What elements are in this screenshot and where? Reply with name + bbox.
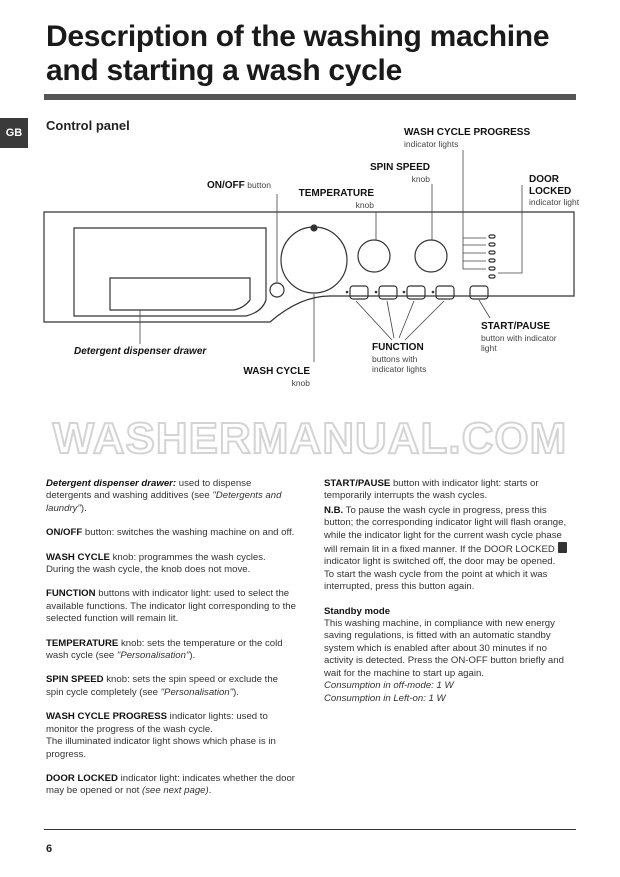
label-onoff: ON/OFF button xyxy=(207,180,271,191)
label-wash-cycle-progress: WASH CYCLE PROGRESS indicator lights xyxy=(404,127,531,149)
desc-wash-cycle: WASH CYCLE knob: programmes the wash cycles. During the wash cycle, the knob does not move. xyxy=(46,551,266,576)
progress-indicator-lights xyxy=(489,235,495,278)
function-button-1 xyxy=(350,286,368,299)
drawer-handle xyxy=(110,278,250,310)
left-column xyxy=(46,478,296,810)
function-button-4 xyxy=(436,286,454,299)
label-spin-speed: SPIN SPEED knob xyxy=(369,162,430,184)
label-detergent-drawer: Detergent dispenser drawer xyxy=(74,346,207,357)
desc-start-pause: START/PAUSE button with indicator light: starts or temporarily interrupts the wash cycles. xyxy=(324,478,539,502)
desc-nb: N.B. To pause the wash cycle in progress, press this button; the corresponding indicator light will flash orange, while the indicator light for the current wash cycle phase will remain lit in a fixed manner. If the DOOR LOCKED indicator light is switched off, the door may be opened. To start the wash cycle from the point at which it was interrupted, press this button again. xyxy=(324,504,567,593)
function-button-2 xyxy=(379,286,397,299)
desc-function: FUNCTION buttons with indicator light: used to select the available functions. The indicator light corresponding to the selected function will remain lit. xyxy=(46,588,296,625)
wash-cycle-knob-shape xyxy=(281,227,347,293)
watermark: WASHERMANUAL.COM xyxy=(52,414,568,463)
footer-rule xyxy=(44,829,576,830)
label-start-pause: START/PAUSE button with indicator light xyxy=(481,321,557,353)
start-pause-button-shape xyxy=(470,286,488,299)
right-column xyxy=(324,478,576,705)
standby-heading: Standby mode xyxy=(324,605,391,617)
standby-text: This washing machine, in compliance with new energy saving regulations, is fitted with an automatic standby system which is enabled after about 30 minutes if no activity is detected. Press the ON-OFF button briefly and wait for the machine to start up again. Consumption in off-mode: 1 W Consumption in Left-on: 1 W xyxy=(324,618,564,704)
control-panel-heading: Control panel xyxy=(46,118,130,133)
page-number: 6 xyxy=(46,843,53,855)
desc-temperature: TEMPERATURE knob: sets the temperature or the cold wash cycle (see "Personalisation"). xyxy=(46,637,283,662)
page-title: Description of the washing machine and starting a wash cycle xyxy=(46,20,550,87)
temperature-knob-shape xyxy=(358,240,390,272)
spin-knob-shape xyxy=(415,240,447,272)
label-door-locked: DOOR LOCKED indicator light xyxy=(529,174,580,207)
desc-progress: WASH CYCLE PROGRESS indicator lights: used to monitor the progress of the wash cycle. The illuminated indicator light shows which phase is in progress. xyxy=(46,711,276,760)
onoff-button-shape xyxy=(270,283,284,297)
desc-onoff: ON/OFF button: switches the washing machine on and off. xyxy=(46,527,295,539)
label-temperature: TEMPERATURE knob xyxy=(298,188,374,210)
label-wash-cycle: WASH CYCLE knob xyxy=(243,366,310,388)
label-function: FUNCTION buttons with indicator lights xyxy=(372,342,427,374)
desc-drawer: Detergent dispenser drawer: used to dispense detergents and washing additives (see "Detergents and laundry"). xyxy=(46,478,282,514)
lock-icon xyxy=(558,542,567,553)
function-button-3 xyxy=(407,286,425,299)
drawer-outline xyxy=(74,228,266,316)
desc-spin: SPIN SPEED knob: sets the spin speed or exclude the spin cycle completely (see "Personalisation"). xyxy=(46,674,278,698)
language-tab: GB xyxy=(0,118,28,148)
desc-door: DOOR LOCKED indicator light: indicates whether the door may be opened or not (see next page). xyxy=(46,772,296,797)
